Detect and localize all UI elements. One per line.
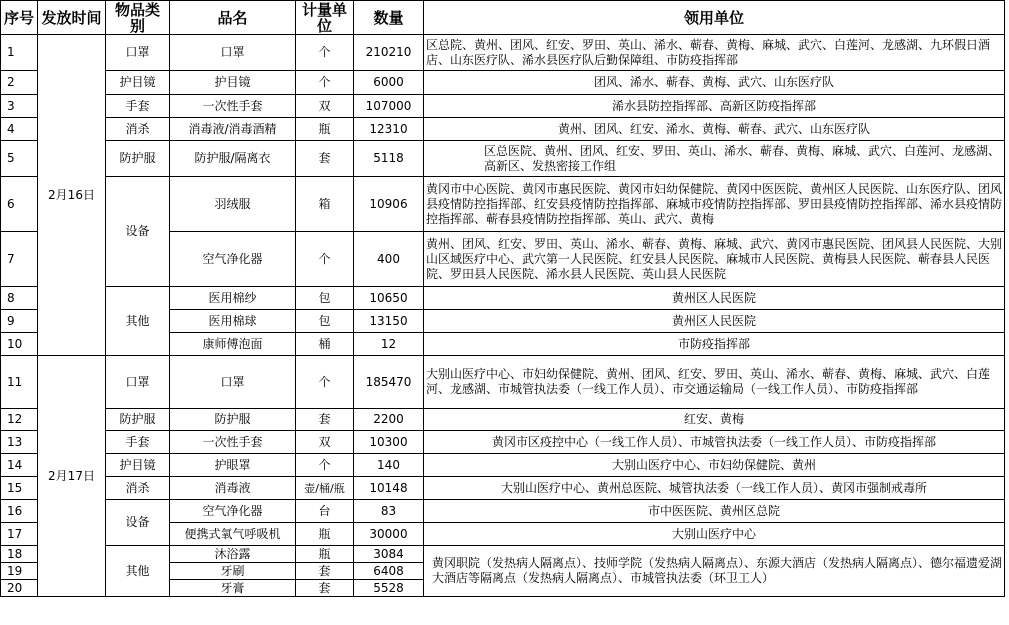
unit-cell: 包 bbox=[296, 310, 354, 333]
recipients-cell: 市中医医院、黄州区总院 bbox=[424, 500, 1005, 523]
unit-cell: 双 bbox=[296, 95, 354, 118]
recipients-cell: 大别山医疗中心、市妇幼保健院、黄州、团风、红安、罗田、英山、浠水、蕲春、黄梅、麻城、武穴、白莲河、龙感湖、市城管执法委（一线工作人员）、市交通运输局（一线工作人员）、市防疫指挥部 bbox=[424, 356, 1005, 409]
name-cell: 防护服/隔离衣 bbox=[170, 141, 296, 177]
header-name: 品名 bbox=[170, 1, 296, 35]
recipients-cell: 黄州、团风、红安、罗田、英山、浠水、蕲春、黄梅、麻城、武穴、黄冈市惠民医院、团风县人民医院、大别山区域医疗中心、武穴第一人民医院、红安县人民医院、麻城市人民医院、黄梅县人民医院、蕲春县人民医院、罗田县人民医院、浠水县人民医院、英山县人民医院 bbox=[424, 232, 1005, 287]
category-cell: 其他 bbox=[106, 546, 170, 597]
category-cell: 口罩 bbox=[106, 35, 170, 71]
unit-cell: 箱 bbox=[296, 177, 354, 232]
seq-cell: 5 bbox=[1, 141, 38, 177]
seq-cell: 1 bbox=[1, 35, 38, 71]
name-cell: 护眼罩 bbox=[170, 454, 296, 477]
qty-cell: 6408 bbox=[354, 563, 424, 580]
date-cell: 2月17日 bbox=[38, 356, 106, 597]
recipients-cell: 黄州区人民医院 bbox=[424, 310, 1005, 333]
table-row bbox=[1, 141, 1005, 177]
unit-cell: 包 bbox=[296, 287, 354, 310]
unit-cell: 个 bbox=[296, 232, 354, 287]
name-cell: 医用棉球 bbox=[170, 310, 296, 333]
qty-cell: 5528 bbox=[354, 580, 424, 597]
seq-cell: 13 bbox=[1, 431, 38, 454]
name-cell: 口罩 bbox=[170, 35, 296, 71]
recipients-cell: 大别山医疗中心 bbox=[424, 523, 1005, 546]
table-row bbox=[1, 35, 1005, 71]
table-row bbox=[1, 95, 1005, 118]
header-qty: 数量 bbox=[354, 1, 424, 35]
name-cell: 防护服 bbox=[170, 409, 296, 431]
seq-cell: 7 bbox=[1, 232, 38, 287]
table-row bbox=[1, 71, 1005, 95]
unit-cell: 个 bbox=[296, 71, 354, 95]
header-date: 发放时间 bbox=[38, 1, 106, 35]
table-row bbox=[1, 454, 1005, 477]
recipients-cell: 团风、浠水、蕲春、黄梅、武穴、山东医疗队 bbox=[424, 71, 1005, 95]
name-cell: 牙刷 bbox=[170, 563, 296, 580]
unit-cell: 瓶 bbox=[296, 546, 354, 563]
qty-cell: 10650 bbox=[354, 287, 424, 310]
unit-cell: 套 bbox=[296, 563, 354, 580]
table-row bbox=[1, 287, 1005, 310]
qty-cell: 140 bbox=[354, 454, 424, 477]
unit-cell: 桶 bbox=[296, 333, 354, 356]
seq-cell: 6 bbox=[1, 177, 38, 232]
qty-cell: 210210 bbox=[354, 35, 424, 71]
qty-cell: 12310 bbox=[354, 118, 424, 141]
category-cell: 消杀 bbox=[106, 477, 170, 500]
seq-cell: 19 bbox=[1, 563, 38, 580]
unit-cell: 台 bbox=[296, 500, 354, 523]
unit-cell: 双 bbox=[296, 431, 354, 454]
unit-cell: 个 bbox=[296, 356, 354, 409]
unit-cell: 个 bbox=[296, 454, 354, 477]
seq-cell: 2 bbox=[1, 71, 38, 95]
table-row bbox=[1, 356, 1005, 409]
recipients-cell: 黄州区人民医院 bbox=[424, 287, 1005, 310]
table-row bbox=[1, 409, 1005, 431]
name-cell: 空气净化器 bbox=[170, 232, 296, 287]
qty-cell: 6000 bbox=[354, 71, 424, 95]
qty-cell: 107000 bbox=[354, 95, 424, 118]
name-cell: 一次性手套 bbox=[170, 431, 296, 454]
qty-cell: 10906 bbox=[354, 177, 424, 232]
name-cell: 空气净化器 bbox=[170, 500, 296, 523]
recipients-cell: 黄州、团风、红安、浠水、黄梅、蕲春、武穴、山东医疗队 bbox=[424, 118, 1005, 141]
qty-cell: 13150 bbox=[354, 310, 424, 333]
seq-cell: 3 bbox=[1, 95, 38, 118]
seq-cell: 16 bbox=[1, 500, 38, 523]
category-cell: 手套 bbox=[106, 95, 170, 118]
table-row bbox=[1, 177, 1005, 232]
header-row bbox=[1, 1, 1005, 35]
recipients-cell: 市防疫指挥部 bbox=[424, 333, 1005, 356]
category-cell: 消杀 bbox=[106, 118, 170, 141]
qty-cell: 12 bbox=[354, 333, 424, 356]
table-row bbox=[1, 477, 1005, 500]
header-seq: 序号 bbox=[1, 1, 38, 35]
unit-cell: 壶/桶/瓶 bbox=[296, 477, 354, 500]
name-cell: 消毒液/消毒酒精 bbox=[170, 118, 296, 141]
unit-cell: 套 bbox=[296, 141, 354, 177]
category-cell: 护目镜 bbox=[106, 71, 170, 95]
table-row bbox=[1, 431, 1005, 454]
seq-cell: 9 bbox=[1, 310, 38, 333]
unit-cell: 瓶 bbox=[296, 523, 354, 546]
seq-cell: 8 bbox=[1, 287, 38, 310]
name-cell: 便携式氧气呼吸机 bbox=[170, 523, 296, 546]
name-cell: 口罩 bbox=[170, 356, 296, 409]
header-unit: 计量单位 bbox=[296, 1, 354, 35]
recipients-cell: 区总院、黄州、团风、红安、罗田、英山、浠水、蕲春、黄梅、麻城、武穴、白莲河、龙感湖、九环假日酒店、山东医疗队、浠水县医疗队后勤保障组、市防疫指挥部 bbox=[424, 35, 1005, 71]
category-cell: 手套 bbox=[106, 431, 170, 454]
recipients-cell: 黄冈职院（发热病人隔离点）、技师学院（发热病人隔离点）、东源大酒店（发热病人隔离点）、德尔福遗爱湖大酒店等隔离点（发热病人隔离点）、市城管执法委（环卫工人） bbox=[424, 546, 1005, 597]
name-cell: 护目镜 bbox=[170, 71, 296, 95]
seq-cell: 15 bbox=[1, 477, 38, 500]
seq-cell: 10 bbox=[1, 333, 38, 356]
qty-cell: 185470 bbox=[354, 356, 424, 409]
unit-cell: 套 bbox=[296, 409, 354, 431]
recipients-cell: 黄冈市中心医院、黄冈市惠民医院、黄冈市妇幼保健院、黄冈中医医院、黄州区人民医院、山东医疗队、团风县疫情防控指挥部、红安县疫情防控指挥部、麻城市疫情防控指挥部、罗田县疫情防控指挥部、浠水县疫情防控指挥部、蕲春县疫情防控指挥部、英山、武穴、黄梅 bbox=[424, 177, 1005, 232]
recipients-cell: 大别山医疗中心、市妇幼保健院、黄州 bbox=[424, 454, 1005, 477]
qty-cell: 2200 bbox=[354, 409, 424, 431]
header-recipients: 领用单位 bbox=[424, 1, 1005, 35]
seq-cell: 17 bbox=[1, 523, 38, 546]
category-cell: 口罩 bbox=[106, 356, 170, 409]
seq-cell: 18 bbox=[1, 546, 38, 563]
recipients-cell: 黄冈市区疫控中心（一线工作人员）、市城管执法委（一线工作人员）、市防疫指挥部 bbox=[424, 431, 1005, 454]
unit-cell: 瓶 bbox=[296, 118, 354, 141]
seq-cell: 4 bbox=[1, 118, 38, 141]
category-cell: 设备 bbox=[106, 500, 170, 546]
seq-cell: 14 bbox=[1, 454, 38, 477]
recipients-cell: 大别山医疗中心、黄州总医院、城管执法委（一线工作人员）、黄冈市强制戒毒所 bbox=[424, 477, 1005, 500]
seq-cell: 20 bbox=[1, 580, 38, 597]
category-cell: 护目镜 bbox=[106, 454, 170, 477]
category-cell: 防护服 bbox=[106, 141, 170, 177]
name-cell: 羽绒服 bbox=[170, 177, 296, 232]
qty-cell: 10300 bbox=[354, 431, 424, 454]
qty-cell: 5118 bbox=[354, 141, 424, 177]
table-row bbox=[1, 500, 1005, 523]
unit-cell: 套 bbox=[296, 580, 354, 597]
name-cell: 牙膏 bbox=[170, 580, 296, 597]
recipients-cell: 区总医院、黄州、团风、红安、罗田、英山、浠水、蕲春、黄梅、麻城、武穴、白莲河、龙感湖、高新区、发热密接工作组 bbox=[424, 141, 1005, 177]
recipients-cell: 浠水县防控指挥部、高新区防疫指挥部 bbox=[424, 95, 1005, 118]
qty-cell: 83 bbox=[354, 500, 424, 523]
category-cell: 其他 bbox=[106, 287, 170, 356]
qty-cell: 30000 bbox=[354, 523, 424, 546]
header-category: 物品类别 bbox=[106, 1, 170, 35]
name-cell: 一次性手套 bbox=[170, 95, 296, 118]
name-cell: 消毒液 bbox=[170, 477, 296, 500]
category-cell: 防护服 bbox=[106, 409, 170, 431]
seq-cell: 11 bbox=[1, 356, 38, 409]
qty-cell: 400 bbox=[354, 232, 424, 287]
table-row bbox=[1, 118, 1005, 141]
table-row bbox=[1, 546, 1005, 563]
qty-cell: 3084 bbox=[354, 546, 424, 563]
seq-cell: 12 bbox=[1, 409, 38, 431]
category-cell: 设备 bbox=[106, 177, 170, 287]
name-cell: 医用棉纱 bbox=[170, 287, 296, 310]
qty-cell: 10148 bbox=[354, 477, 424, 500]
name-cell: 康师傅泡面 bbox=[170, 333, 296, 356]
recipients-cell: 红安、黄梅 bbox=[424, 409, 1005, 431]
unit-cell: 个 bbox=[296, 35, 354, 71]
date-cell: 2月16日 bbox=[38, 35, 106, 356]
name-cell: 沐浴露 bbox=[170, 546, 296, 563]
